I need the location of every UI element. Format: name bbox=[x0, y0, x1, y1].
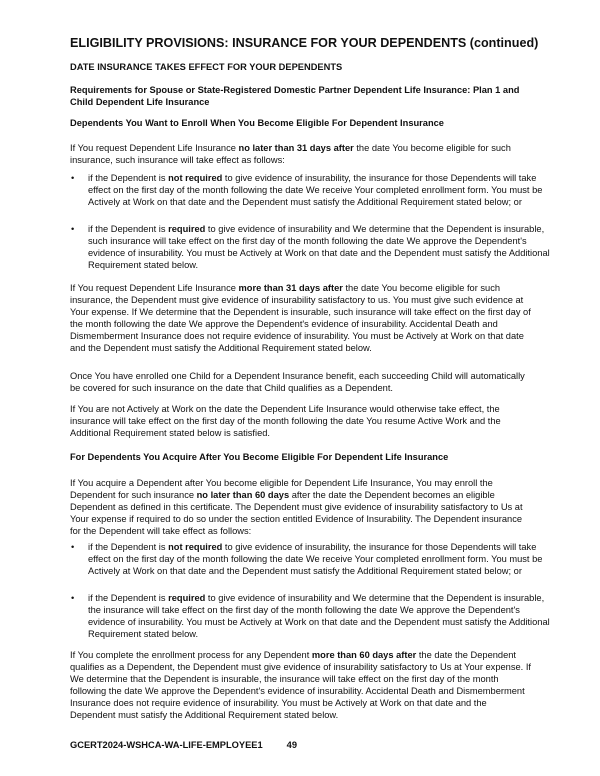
page-footer bbox=[70, 739, 534, 751]
page-title: ELIGIBILITY PROVISIONS: INSURANCE FOR YOUR DEPENDENTS (continued) bbox=[70, 36, 539, 50]
bullet-item: • if the Dependent is not required to give evidence of insurability, the insurance for those Dependents will take effect on the first day of the month following the date We receive Your completed enrollment form. You must be Actively at Work on that date and the Dependent must satisfy the Additional Requirement stated below; or bbox=[71, 173, 543, 208]
paragraph-60-days: If You acquire a Dependent after You become eligible for Dependent Life Insurance, You may enroll the Dependent for such insurance no later than 60 days after the date the Dependent becomes an eligible Dependent as defined in this certificate. The Dependent must give evidence of insurability satisfactory to Us at Your expense if required to do so under the section entitled Evidence of Insurability. The Dependent insurance for the Dependent will take effect as follows: bbox=[70, 478, 523, 537]
subsection-heading: Requirements for Spouse or State-Registered Domestic Partner Dependent Life Insurance: Plan 1 and Child Dependent Life Insurance bbox=[70, 85, 520, 108]
paragraph-more-than-60-days: If You complete the enrollment process for any Dependent more than 60 days after the date the Dependent qualifies as a Dependent, the Dependent must give evidence of insurability satisfactory to Us at Your expense. If We determine that the Dependent is insurable, the insurance will take effect on the first day of the month following the date We approve the Dependent's evidence of insurability. Accidental Death and Dismemberment Insurance does not require evidence of insurability. You must be Actively at Work on that date and the Dependent must satisfy the Additional Requirement stated below. bbox=[70, 650, 531, 721]
bullet-icon: • bbox=[71, 593, 75, 603]
bullet-item: • if the Dependent is required to give evidence of insurability and We determine that the Dependent is insurable, such insurance will take effect on the first day of the month following the date We approve the Dependent's evidence of insurability. You must be Actively at Work on that date and the Dependent must satisfy the Additional Requirement stated below. bbox=[71, 224, 550, 271]
bullet-item: • if the Dependent is required to give evidence of insurability and We determine that the Dependent is insurable, the insurance will take effect on the first day of the month following the date We approve the Dependent's evidence of insurability. You must be Actively at Work on that date and the Dependent must satisfy the Additional Requirement stated below. bbox=[71, 593, 550, 640]
bullet-item: • if the Dependent is not required to give evidence of insurability, the insurance for those Dependents will take effect on the first day of the month following the date We receive Your completed enrollment form. You must be Actively at Work on that date and the Dependent must satisfy the Additional Requirement stated below; or bbox=[71, 542, 543, 577]
paragraph-not-actively-at-work: If You are not Actively at Work on the date the Dependent Life Insurance would otherwise take effect, the insurance will take effect on the first day of the month following the date You resume Active Work and the Additional Requirement stated below is satisfied. bbox=[70, 404, 501, 439]
paragraph-succeeding-child: Once You have enrolled one Child for a Dependent Insurance benefit, each succeeding Child will automatically be covered for such insurance on the date that Child qualifies as a Dependent. bbox=[70, 371, 525, 394]
bullet-icon: • bbox=[71, 542, 75, 552]
bullet-icon: • bbox=[71, 173, 75, 183]
bullet-icon: • bbox=[71, 224, 75, 234]
subsection-heading-enroll: Dependents You Want to Enroll When You Become Eligible For Dependent Insurance bbox=[70, 118, 444, 128]
paragraph-31-days: If You request Dependent Life Insurance no later than 31 days after the date You become eligible for such insurance, such insurance will take effect as follows: bbox=[70, 143, 511, 166]
paragraph-more-than-31-days: If You request Dependent Life Insurance more than 31 days after the date You become eligible for such insurance, the Dependent must give evidence of insurability satisfactory to us. You must give such evidence at Your expense. If We determine that the Dependent is insurable, such insurance will take effect on the first day of the month following the date We approve the Dependent's evidence of insurability. Accidental Death and Dismemberment Insurance does not require evidence of insurability. You must be Actively at Work on that date and the Dependent must satisfy the Additional Requirement stated below. bbox=[70, 283, 531, 354]
subsection-heading-acquire: For Dependents You Acquire After You Become Eligible For Dependent Life Insurance bbox=[70, 452, 449, 462]
document-code: GCERT2024-WSHCA-WA-LIFE-EMPLOYEE1 bbox=[70, 740, 263, 750]
section-heading: DATE INSURANCE TAKES EFFECT FOR YOUR DEPENDENTS bbox=[70, 62, 343, 72]
page-number: 49 bbox=[286, 740, 298, 750]
